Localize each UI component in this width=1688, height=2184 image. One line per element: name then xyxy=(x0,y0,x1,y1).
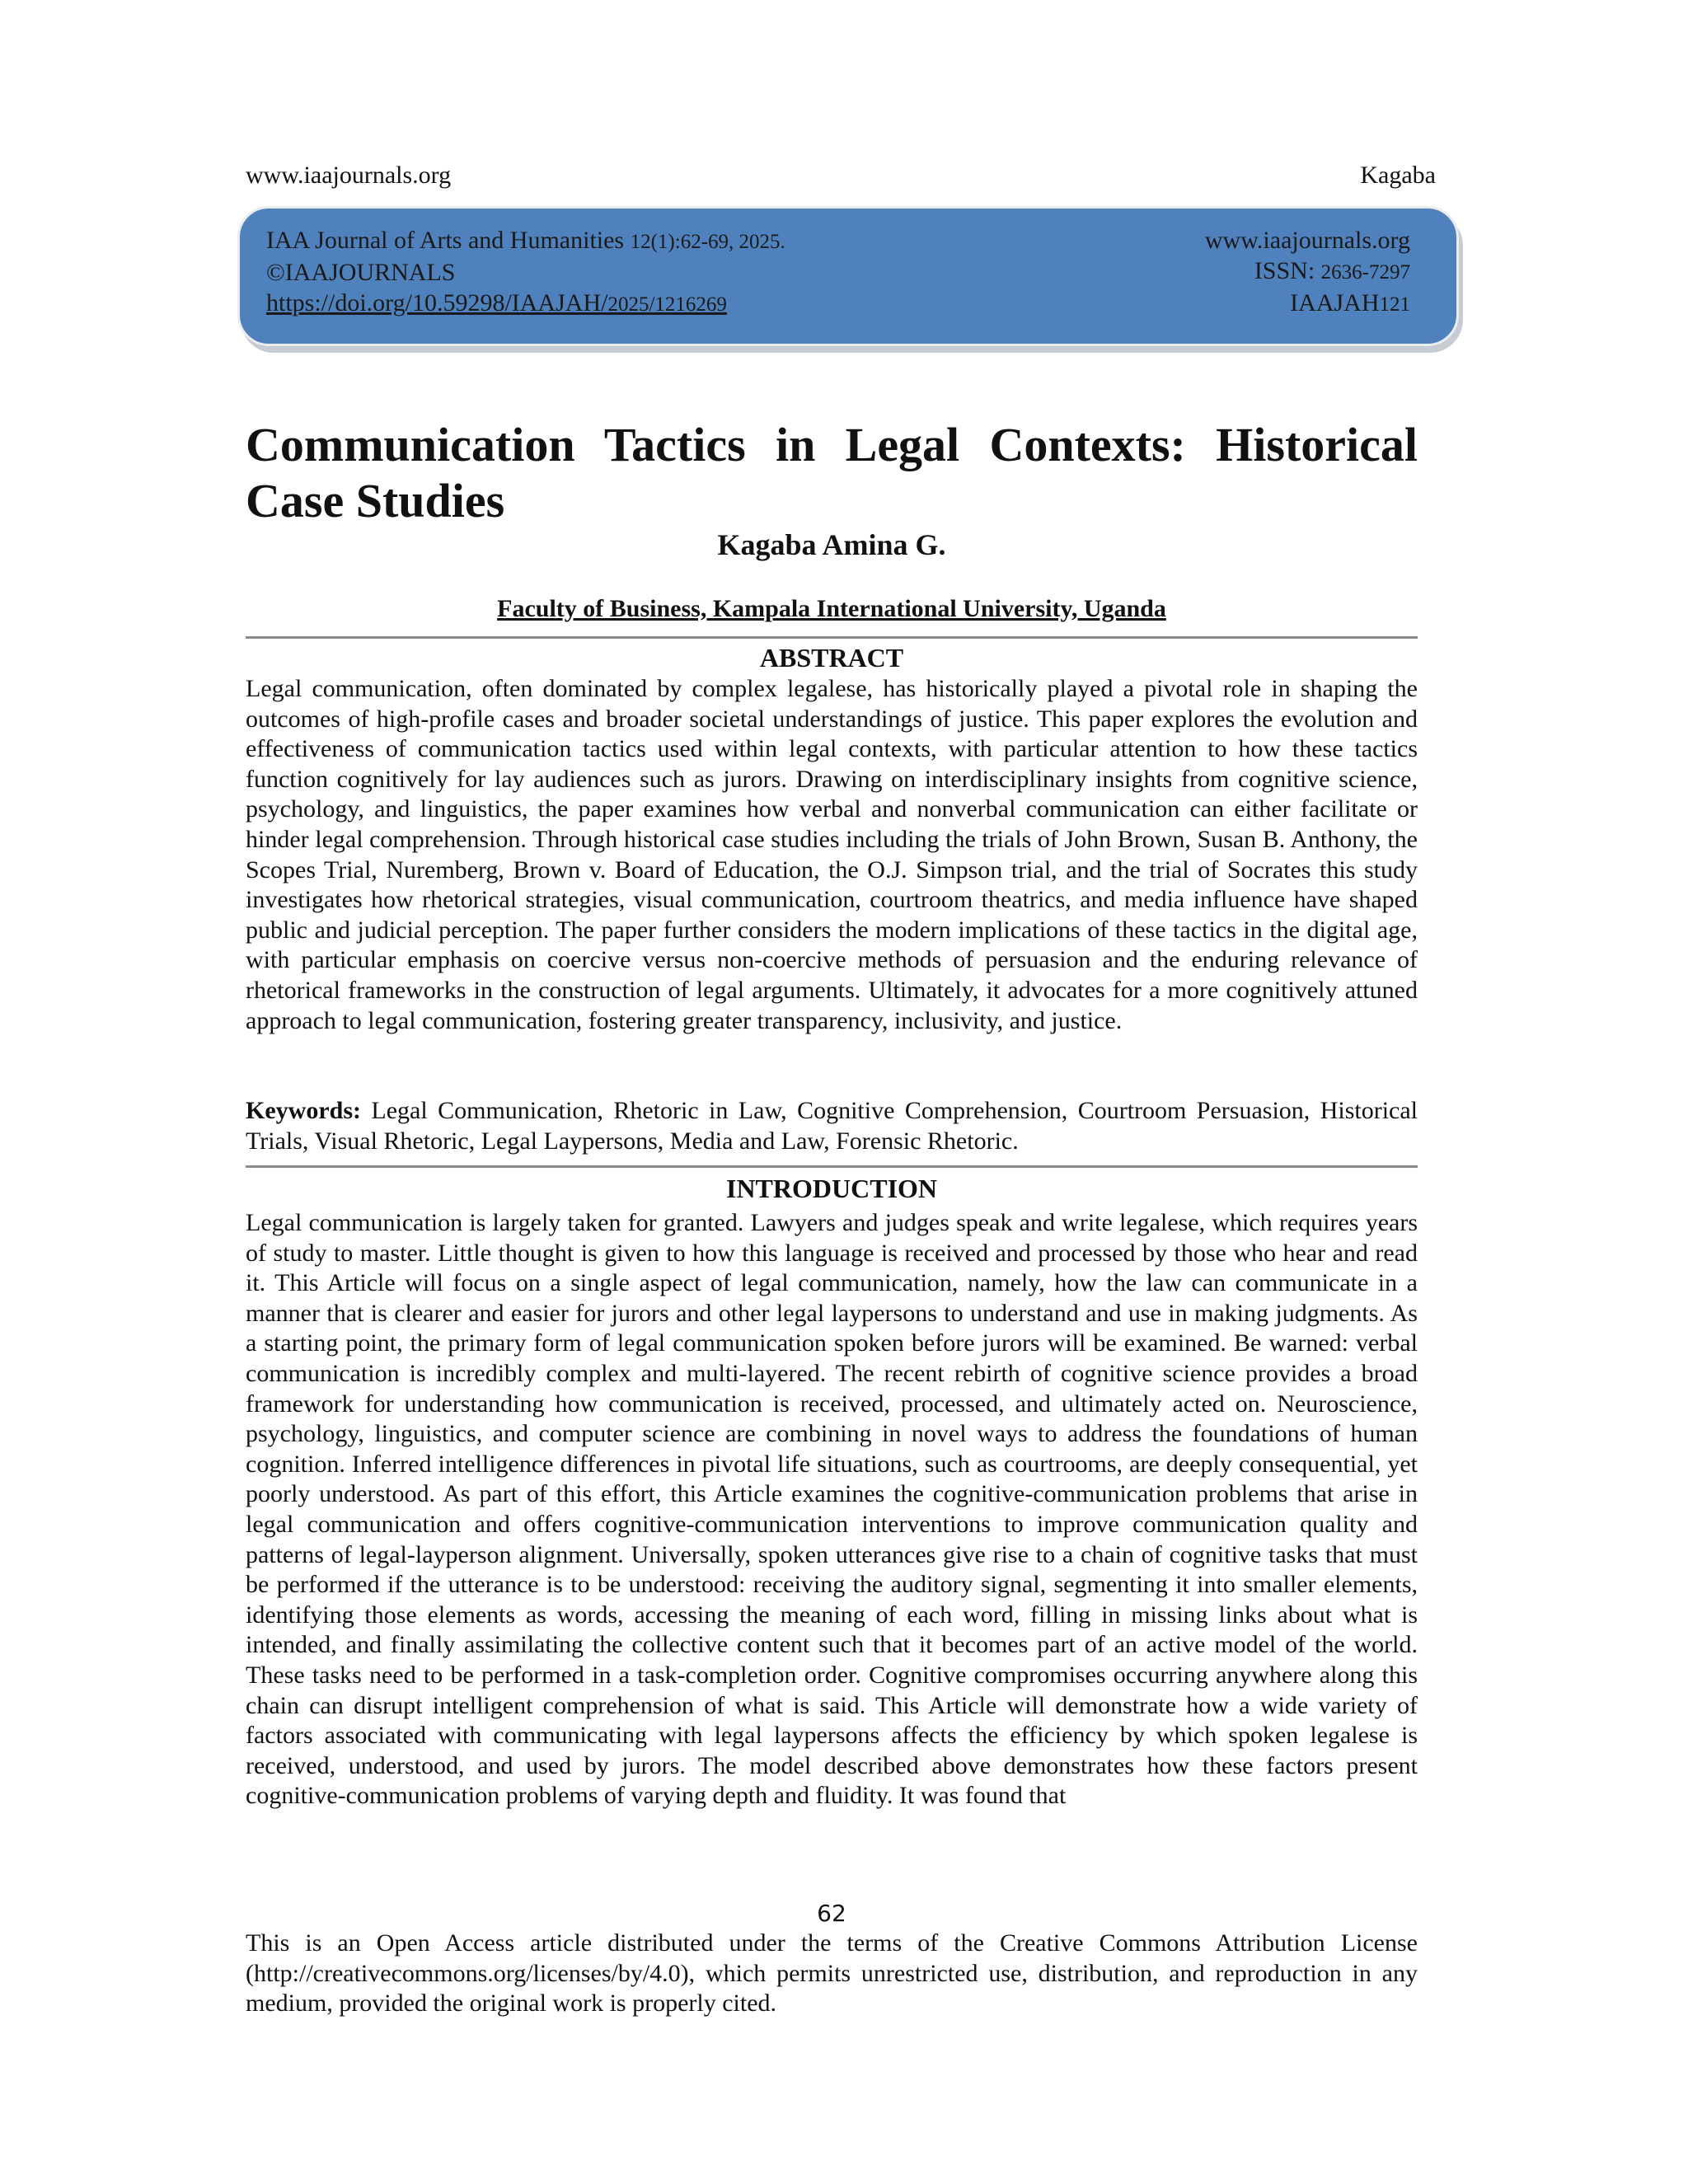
doi-prefix: https://doi.org/10.59298/IAAJAH/ xyxy=(266,289,608,316)
doi-suffix: 2025/1216269 xyxy=(607,293,727,316)
introduction-body: Legal communication is largely taken for granted. Lawyers and judges speak and write legalese, which requires years of study to master. Little thought is given to how this language is received and processed by those who hear and read it. This Article will focus on a single aspect of legal communication, namely, how the law can communicate in a manner that is clearer and easier for jurors and other legal laypersons to understand and use in making judgments. As a starting point, the primary form of legal communication spoken before jurors will be examined. Be warned: verbal communication is incredibly complex and multi-layered. The recent rebirth of cognitive science provides a broad framework for understanding how communication is received, processed, and ultimately acted on. Neuroscience, psychology, linguistics, and computer science are combining in novel ways to address the foundations of human cognition. Inferred intelligence differences in pivotal life situations, such as courtrooms, are deeply consequential, yet poorly understood. As part of this effort, this Article examines the cognitive-communication problems that arise in legal communication and offers cognitive-communication interventions to improve communication quality and patterns of legal-layperson alignment. Universally, spoken utterances give rise to a chain of cognitive tasks that must be performed if the utterance is to be understood: receiving the auditory signal, segmenting it into smaller elements, identifying those elements as words, accessing the meaning of each word, filling in missing links about what is intended, and finally assimilating the collective content such that it becomes part of an active model of the world. These tasks need to be performed in a task-completion order. Cognitive compromises occurring anywhere along this chain can disrupt intelligent comprehension of what is said. This Article will demonstrate how a wide variety of factors associated with communicating with legal laypersons affects the efficiency by which spoken legalese is received, understood, and used by jurors. The model described above demonstrates how these factors present cognitive-communication problems of varying depth and fluidity. It was found that xyxy=(246,1209,1418,1810)
journal-code xyxy=(1205,288,1410,320)
issn-label: ISSN: xyxy=(1254,257,1321,284)
license-notice: This is an Open Access article distributed under the terms of the Creative Commons Attribution License (http://creativecommons.org/licenses/by/4.0), which permits unrestricted use, distribution, and reproduction in any medium, provided the original work is properly cited. xyxy=(246,1929,1418,2018)
article-title: Communication Tactics in Legal Contexts: Historical Case Studies xyxy=(246,418,1418,527)
abstract-body: Legal communication, often dominated by complex legalese, has historically played a pivotal role in shaping the outcomes of high-profile cases and broader societal understandings of justice. This paper explores the evolution and effectiveness of communication tactics used within legal contexts, with particular attention to how these tactics function cognitively for lay audiences such as jurors. Drawing on interdisciplinary insights from cognitive science, psychology, and linguistics, the paper examines how verbal and nonverbal communication can either facilitate or hinder legal comprehension. Through historical case studies including the trials of John Brown, Susan B. Anthony, the Scopes Trial, Nuremberg, Brown v. Board of Education, the O.J. Simpson trial, and the trial of Socrates this study investigates how rhetorical strategies, visual communication, courtroom theatrics, and media influence have shaped public and judicial perception. The paper further considers the modern implications of these tactics in the digital age, with particular emphasis on coercive versus non-coercive methods of persuasion and the enduring relevance of rhetorical frameworks in the construction of legal arguments. Ultimately, it advocates for a more cognitively attuned approach to legal communication, fostering greater transparency, inclusivity, and justice. xyxy=(246,675,1418,1034)
banner-right-column xyxy=(1205,225,1410,320)
section-divider xyxy=(246,1165,1418,1168)
keywords-paragraph xyxy=(246,1096,1418,1156)
introduction-heading: INTRODUCTION xyxy=(725,1174,938,1203)
journal-volume-pages: 12(1):62-69, 2025. xyxy=(630,231,785,253)
abstract-heading: ABSTRACT xyxy=(759,643,904,673)
keywords-list: Legal Communication, Rhetoric in Law, Cognitive Comprehension, Courtroom Persuasion, Historical Trials, Visual Rhetoric, Legal Laypersons, Media and Law, Forensic Rhetoric. xyxy=(246,1097,1418,1155)
running-head xyxy=(246,162,1436,194)
doi-link[interactable] xyxy=(266,288,785,320)
journal-code-value: 121 xyxy=(1379,293,1410,316)
issn xyxy=(1205,255,1410,288)
copyright-notice: ©IAAJOURNALS xyxy=(266,259,456,286)
journal-name: IAA Journal of Arts and Humanities xyxy=(266,227,625,254)
journal-banner xyxy=(237,206,1459,346)
journal-website-link[interactable]: www.iaajournals.org xyxy=(1204,227,1410,254)
banner-left-column xyxy=(266,225,785,320)
running-head-website[interactable]: www.iaajournals.org xyxy=(246,162,452,189)
journal-code-label: IAAJAH xyxy=(1290,289,1380,316)
section-divider xyxy=(246,636,1418,639)
journal-citation-line xyxy=(266,225,785,257)
keywords-label: Keywords: xyxy=(246,1097,361,1124)
page-number: 62 xyxy=(817,1900,846,1927)
author-affiliation: Faculty of Business, Kampala International University, Uganda xyxy=(497,595,1166,622)
article-author: Kagaba Amina G. xyxy=(717,528,946,561)
issn-value: 2636-7297 xyxy=(1320,261,1410,284)
running-head-author: Kagaba xyxy=(1360,162,1436,189)
